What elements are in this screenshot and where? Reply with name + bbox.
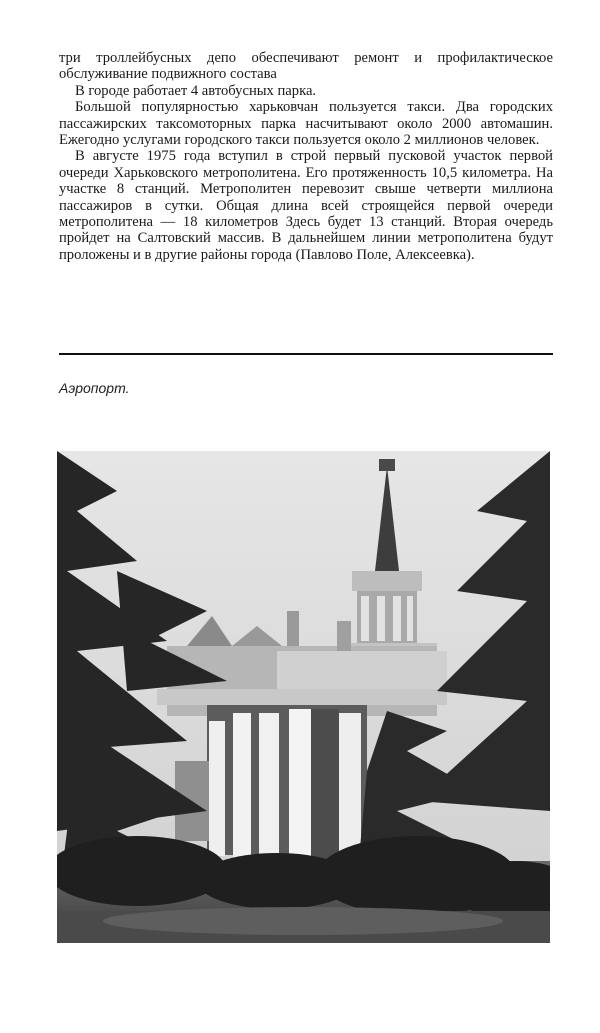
airport-terminal-photo [57, 451, 550, 943]
paragraph-1: три троллейбусных депо обеспечивают ремонт и профилактическое обслуживание подвижного состава [59, 50, 553, 83]
paragraph-3: Большой популярностью харьковчан пользуется такси. Два городских пассажирских таксомоторных парка насчитывают около 2000 автомашин. Ежегодно услугами городского такси пользуется около 2 миллионов человек. [59, 99, 553, 149]
article-text [59, 50, 553, 263]
paragraph-2: В городе работает 4 автобусных парка. [75, 82, 317, 99]
paragraph-4: В августе 1975 года вступил в строй первый пусковой участок первой очереди Харьковского метрополитена. Его протяженность 10,5 километра. На участке 8 станций. Метрополитен перевозит свыше четверти миллиона пассажиров в сутки. Общая длина всей строящейся первой очереди метрополитена — 18 километров Здесь будет 13 станций. Вторая очередь пройдет на Салтовский массив. В дальнейшем линии метрополитена будут проложены и в другие районы города (Павлово Поле, Алексеевка). [59, 148, 553, 263]
section-divider [59, 353, 553, 355]
figure-caption: Аэропорт. [59, 380, 130, 396]
